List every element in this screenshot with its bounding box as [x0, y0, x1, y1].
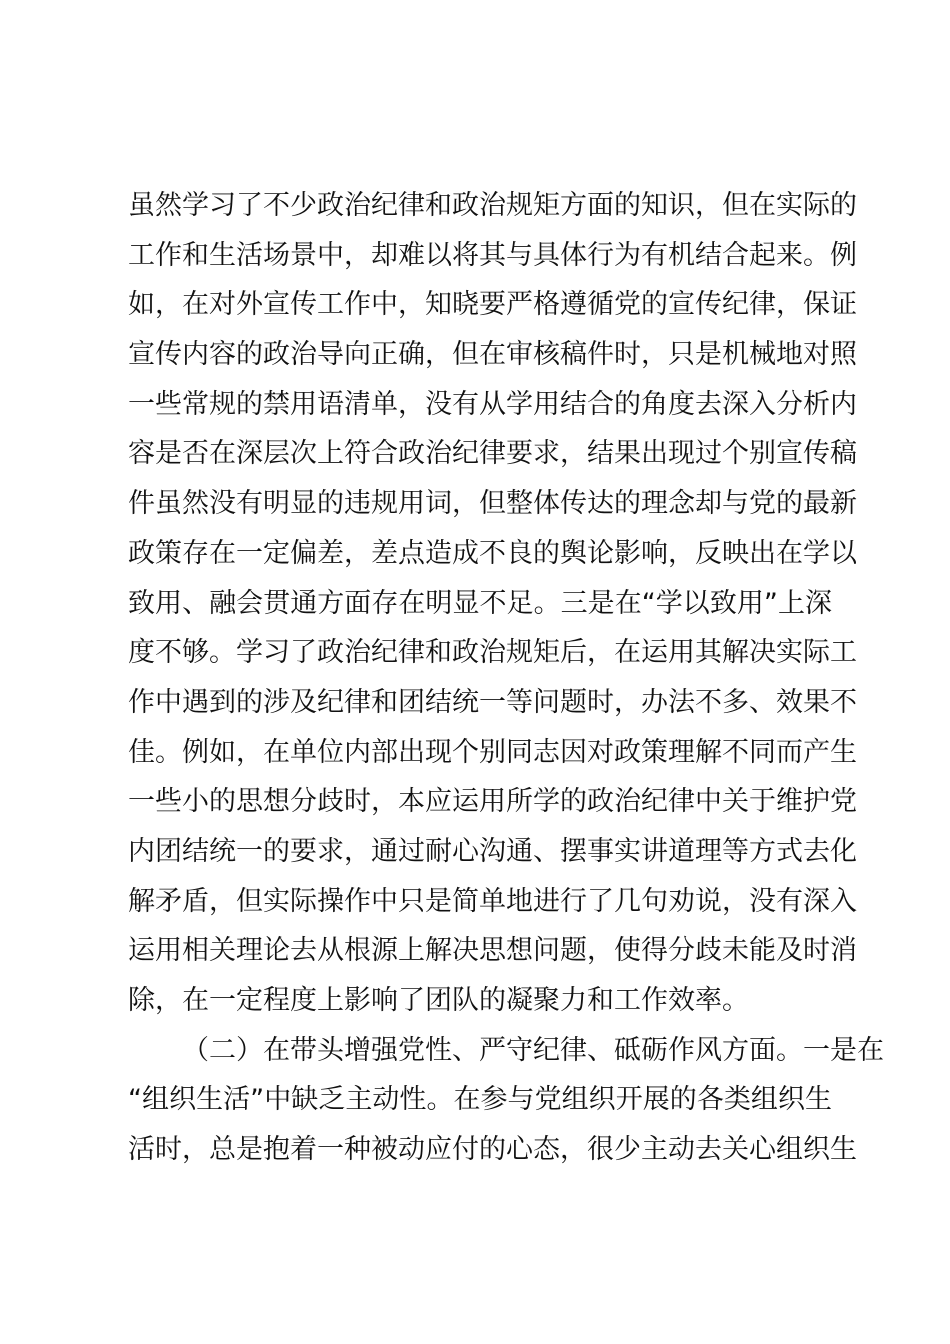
paragraph-1-line-10: 度不够。学习了政治纪律和政治规矩后，在运用其解决实际工 — [128, 637, 857, 669]
paragraph-1-line-9: 致用、融会贯通方面存在明显不足。三是在“学以致用”上深 — [128, 587, 832, 619]
paragraph-1-line-5: 一些常规的禁用语清单，没有从学用结合的角度去深入分析内 — [128, 388, 857, 420]
paragraph-1-line-13: 一些小的思想分歧时，本应运用所学的政治纪律中关于维护党 — [128, 786, 857, 818]
paragraph-1-line-14: 内团结统一的要求，通过耐心沟通、摆事实讲道理等方式去化 — [128, 835, 857, 867]
paragraph-1-line-7: 件虽然没有明显的违规用词，但整体传达的理念却与党的最新 — [128, 488, 857, 520]
paragraph-1-line-1: 虽然学习了不少政治纪律和政治规矩方面的知识，但在实际的 — [128, 190, 857, 221]
paragraph-2-line-3: 活时，总是抱着一种被动应付的心态，很少主动去关心组织生 — [128, 1134, 857, 1166]
paragraph-1-line-17: 除，在一定程度上影响了团队的凝聚力和工作效率。 — [128, 985, 749, 1016]
paragraph-1-line-4: 宣传内容的政治导向正确，但在审核稿件时，只是机械地对照 — [128, 339, 857, 371]
document-body — [128, 181, 884, 1175]
paragraph-2-line-1: （二）在带头增强党性、严守纪律、砥砺作风方面。一是在 — [182, 1034, 884, 1066]
paragraph-1-line-8: 政策存在一定偏差，差点造成不良的舆论影响，反映出在学以 — [128, 537, 857, 569]
paragraph-1-line-2: 工作和生活场景中，却难以将其与具体行为有机结合起来。例 — [128, 239, 857, 271]
paragraph-1-line-12: 佳。例如，在单位内部出现个别同志因对政策理解不同而产生 — [128, 736, 857, 768]
paragraph-2-line-2: “组织生活”中缺乏主动性。在参与党组织开展的各类组织生 — [128, 1084, 832, 1116]
paragraph-1-line-6: 容是否在深层次上符合政治纪律要求，结果出现过个别宣传稿 — [128, 438, 857, 470]
paragraph-1-line-15: 解矛盾，但实际操作中只是简单地进行了几句劝说，没有深入 — [128, 885, 857, 917]
paragraph-1-line-3: 如，在对外宣传工作中，知晓要严格遵循党的宣传纪律，保证 — [128, 289, 857, 321]
paragraph-1-line-11: 作中遇到的涉及纪律和团结统一等问题时，办法不多、效果不 — [128, 686, 857, 718]
paragraph-1-line-16: 运用相关理论去从根源上解决思想问题，使得分歧未能及时消 — [128, 935, 857, 967]
